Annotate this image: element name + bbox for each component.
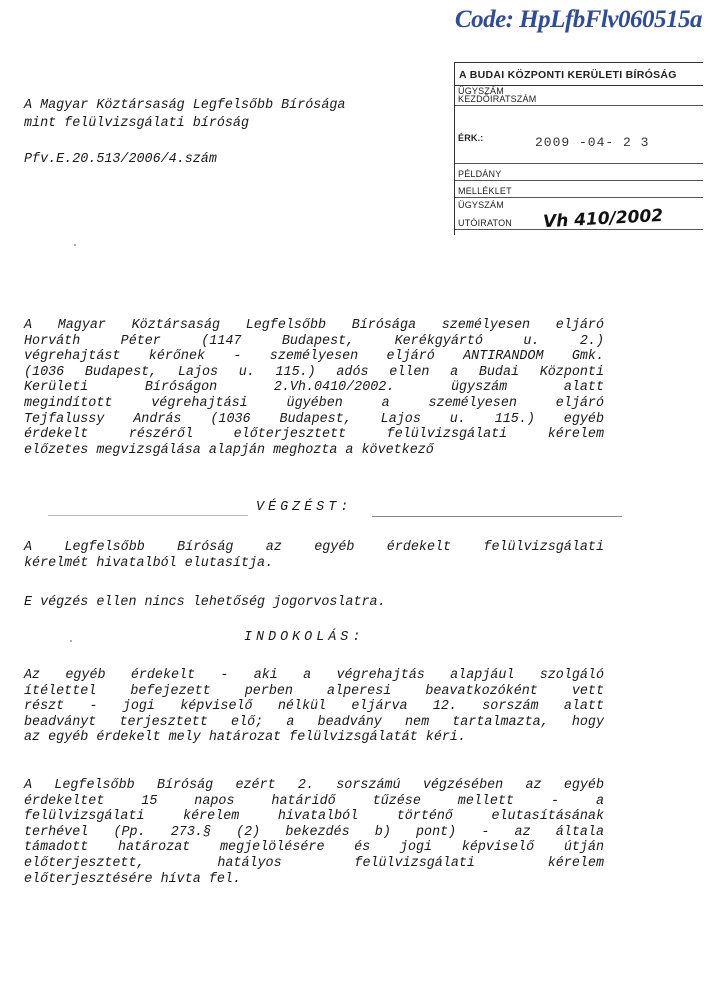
intro-line: előzetes megvizsgálása alapján meghozta a következő [24,442,434,458]
stamp-header: A BUDAI KÖZPONTI KERÜLETI BÍRÓSÁG [459,69,677,81]
stamp-label: MELLÉKLET [458,186,512,196]
reasoning-line: A Legfelsőbb Bíróság ezért 2. sorszámú végzésében az egyéb [24,778,604,793]
intro-line: Kerületi Bíróságon 2.Vh.0410/2002. ügyszám alatt [24,380,604,396]
stamp-received-date: 2009 -04- 2 3 [535,135,650,150]
reasoning-paragraph-2 [24,778,604,887]
stamp-label: ÜGYSZÁM [458,86,504,96]
court-name-line: A Magyar Köztársaság Legfelsőbb Bírósága [24,98,346,113]
reasoning-line: felülvizsgálati kérelem hivatalból történő elutasításának [24,809,604,825]
reasoning-line: előterjesztésére hívta fel. [24,871,241,887]
stamp-label: UTÓIRATON [458,218,512,228]
decision-line: kérelmét hivatalból elutasítja. [24,555,274,571]
intro-line: érdekelt részéről előterjesztett felülvizsgálati kérelem [24,427,604,443]
stamp-label: ÜGYSZÁM [458,200,504,210]
document-code: Code: HpLfbFlv060515a [454,6,702,33]
stamp-label: PÉLDÁNY [458,169,502,179]
reasoning-line: részt - jogi képviselő nélkül eljárva 12. sorszám alatt [24,699,604,715]
intro-line: Tejfalussy András (1036 Budapest, Lajos u. 115.) egyéb [24,411,604,427]
reasoning-line: támadott határozat megjelölésére és jogi képviselő útján [24,840,604,856]
reasoning-line: terhével (Pp. 273.§ (2) bekezdés b) pont) - az általa [24,824,604,840]
scan-speck [74,244,76,246]
intro-line: A Magyar Köztársaság Legfelsőbb Bírósága személyesen eljáró [24,318,604,333]
stamp-row [455,197,703,211]
decision-line: A Legfelsőbb Bíróság az egyéb érdekelt felülvizsgálati [24,540,604,555]
no-appeal-statement: E végzés ellen nincs lehetőség jogorvoslatra. [24,595,386,610]
stamp-row [455,63,703,86]
intro-line: végrehajtást kérőnek - személyesen eljáró ANTIRANDOM Gmk. [24,349,604,365]
reasoning-line: az egyéb érdekelt mely határozat felülvizsgálatát kéri. [24,730,466,746]
decision-heading: VÉGZÉST: [256,500,353,515]
reasoning-line: előterjesztett, hatályos felülvizsgálati kérelem [24,855,604,871]
stamp-row [455,180,703,198]
reasoning-line: érdekeltet 15 napos határidő tűzése mellett - a [24,793,604,809]
intro-paragraph [24,318,604,458]
stamp-row [455,163,703,181]
decision-paragraph [24,540,604,571]
intro-line: megindított végrehajtási ügyében a személyesen eljáró [24,395,604,411]
court-registry-stamp [454,62,703,235]
reasoning-line: beadványt terjesztett elő; a beadvány nem tartalmazta, hogy [24,714,604,730]
scan-noise-line [372,516,622,517]
scan-speck [70,640,72,642]
intro-line: (1036 Budapest, Lajos u. 115.) adós ellen a Budai Központi [24,364,604,380]
scan-noise-line [48,515,248,516]
stamp-row [455,85,703,106]
case-number: Pfv.E.20.513/2006/4.szám [24,152,217,167]
reasoning-line: ítélettel befejezett perben alperesi beavatkozóként vett [24,683,604,699]
intro-line: Horváth Péter (1147 Budapest, Kerékgyártó u. 2.) [24,333,604,349]
reasoning-paragraph-1 [24,668,604,746]
reasoning-heading: INDOKOLÁS: [244,630,365,645]
stamp-handwritten-case: Vh 410/2002 [542,205,664,233]
court-role-line: mint felülvizsgálati bíróság [24,116,249,131]
reasoning-line: Az egyéb érdekelt - aki a végrehajtás alapjául szolgáló [24,668,604,683]
stamp-label: ÉRK.: [458,133,484,143]
stamp-label: KEZDŐIRATSZÁM [458,94,537,104]
